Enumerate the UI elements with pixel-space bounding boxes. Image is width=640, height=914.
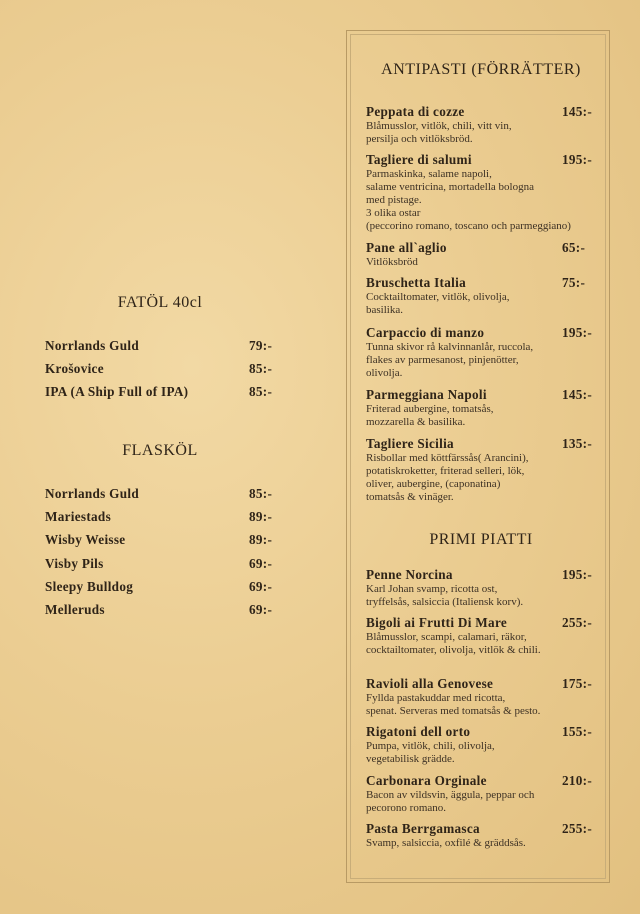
beer-name: Norrlands Guld xyxy=(45,486,139,501)
desc-line: Fyllda pastakuddar med ricotta, xyxy=(366,692,506,704)
desc-line: oliver, aubergine, (caponatina) xyxy=(366,478,501,490)
beer-name: Mariestads xyxy=(45,509,111,524)
dish-description xyxy=(366,789,606,815)
beer-price: 69:- xyxy=(249,602,273,617)
dish-name: Carpaccio di manzo xyxy=(366,325,485,340)
dish-description xyxy=(366,120,606,146)
desc-line: Karl Johan svamp, ricotta ost, xyxy=(366,583,498,595)
dish-description xyxy=(366,583,606,609)
desc-line: olivolja. xyxy=(366,367,403,379)
dish-description xyxy=(366,341,606,380)
dish-price: 65:- xyxy=(562,240,586,255)
desc-line: Pumpa, vitlök, chili, olivolja, xyxy=(366,740,495,752)
flaskol-item xyxy=(45,532,275,550)
dish-description xyxy=(366,692,606,718)
desc-line: basilika. xyxy=(366,304,403,316)
desc-line: Friterad aubergine, tomatsås, xyxy=(366,403,494,415)
antipasti-heading: ANTIPASTI (FÖRRÄTTER) xyxy=(381,61,581,78)
desc-line: tryffelsås, salsiccia (Italiensk korv). xyxy=(366,596,524,608)
dish-name: Bruschetta Italia xyxy=(366,275,466,290)
desc-line: Risbollar med köttfärssås( Arancini), xyxy=(366,452,529,464)
desc-line: Bacon av vildsvin, äggula, peppar och xyxy=(366,789,535,801)
dish-name: Penne Norcina xyxy=(366,567,453,582)
desc-line: potatiskroketter, friterad selleri, lök, xyxy=(366,465,525,477)
beer-price: 69:- xyxy=(249,556,273,571)
dish-price: 155:- xyxy=(562,724,593,739)
flaskol-item xyxy=(45,509,275,527)
beer-name: Sleepy Bulldog xyxy=(45,579,134,594)
beer-price: 69:- xyxy=(249,579,273,594)
dish-name: Carbonara Orginale xyxy=(366,773,487,788)
dish-price: 195:- xyxy=(562,567,593,582)
desc-line: Blåmusslor, vitlök, chili, vitt vin, xyxy=(366,120,512,132)
desc-line: med pistage. xyxy=(366,194,422,206)
fatol-heading: FATÖL 40cl xyxy=(117,294,203,311)
dish-name: Pasta Berrgamasca xyxy=(366,821,480,836)
desc-line: Blåmusslor, scampi, calamari, räkor, xyxy=(366,631,527,643)
dish-description xyxy=(366,631,606,657)
flaskol-item xyxy=(45,556,275,574)
beer-name: IPA (A Ship Full of IPA) xyxy=(45,384,189,399)
dish-name: Peppata di cozze xyxy=(366,104,465,119)
dish-name: Pane all`aglio xyxy=(366,240,447,255)
dish-price: 145:- xyxy=(562,104,593,119)
beer-name: Melleruds xyxy=(45,602,105,617)
dish-description xyxy=(366,291,606,317)
flaskol-item xyxy=(45,486,275,504)
beer-price: 85:- xyxy=(249,384,273,399)
dish-description xyxy=(366,740,606,766)
desc-line: tomatsås & vinäger. xyxy=(366,491,454,503)
fatol-item xyxy=(45,384,275,402)
desc-line: salame ventricina, mortadella bologna xyxy=(366,181,534,193)
dish-description xyxy=(366,403,606,429)
desc-line: (peccorino romano, toscano och parmeggiano) xyxy=(366,220,571,232)
flaskol-item xyxy=(45,602,275,620)
dish-description xyxy=(366,452,606,504)
beer-price: 85:- xyxy=(249,361,273,376)
beer-price: 85:- xyxy=(249,486,273,501)
beer-price: 89:- xyxy=(249,532,273,547)
dish-price: 195:- xyxy=(562,152,593,167)
dish-name: Bigoli ai Frutti Di Mare xyxy=(366,615,508,630)
dish-name: Tagliere Sicilia xyxy=(366,436,454,451)
fatol-item xyxy=(45,338,275,356)
dish-price: 75:- xyxy=(562,275,586,290)
primi-heading: PRIMI PIATTI xyxy=(429,531,533,548)
beer-name: Norrlands Guld xyxy=(45,338,139,353)
desc-line: persilja och vitlöksbröd. xyxy=(366,133,473,145)
beer-price: 79:- xyxy=(249,338,273,353)
dish-description xyxy=(366,837,606,850)
dish-price: 135:- xyxy=(562,436,593,451)
beer-name: Visby Pils xyxy=(45,556,104,571)
dish-price: 195:- xyxy=(562,325,593,340)
dish-price: 145:- xyxy=(562,387,593,402)
beer-price: 89:- xyxy=(249,509,273,524)
dish-name: Parmeggiana Napoli xyxy=(366,387,487,402)
desc-line: Tunna skivor rå kalvinnanlår, ruccola, xyxy=(366,341,534,353)
desc-line: Parmaskinka, salame napoli, xyxy=(366,168,492,180)
desc-line: spenat. Serveras med tomatsås & pesto. xyxy=(366,705,541,717)
desc-line: Vitlöksbröd xyxy=(366,256,418,268)
beer-name: Wisby Weisse xyxy=(45,532,126,547)
dish-price: 175:- xyxy=(562,676,593,691)
desc-line: pecorono romano. xyxy=(366,802,447,814)
flaskol-heading: FLASKÖL xyxy=(122,442,198,459)
dish-price: 255:- xyxy=(562,821,593,836)
desc-line: Svamp, salsiccia, oxfilé & gräddsås. xyxy=(366,837,526,849)
desc-line: cocktailtomater, olivolja, vitlök & chili. xyxy=(366,644,541,656)
desc-line: Cocktailtomater, vitlök, olivolja, xyxy=(366,291,510,303)
desc-line: 3 olika ostar xyxy=(366,207,421,219)
dish-price: 210:- xyxy=(562,773,593,788)
desc-line: mozzarella & basilika. xyxy=(366,416,466,428)
dish-description xyxy=(366,256,606,269)
dish-name: Ravioli alla Genovese xyxy=(366,676,494,691)
dish-name: Tagliere di salumi xyxy=(366,152,472,167)
beer-name: Krošovice xyxy=(45,361,104,376)
dish-name: Rigatoni dell orto xyxy=(366,724,471,739)
desc-line: vegetabilisk grädde. xyxy=(366,753,455,765)
fatol-item xyxy=(45,361,275,379)
flaskol-item xyxy=(45,579,275,597)
desc-line: flakes av parmesanost, pinjenötter, xyxy=(366,354,519,366)
dish-description xyxy=(366,168,606,233)
dish-price: 255:- xyxy=(562,615,593,630)
